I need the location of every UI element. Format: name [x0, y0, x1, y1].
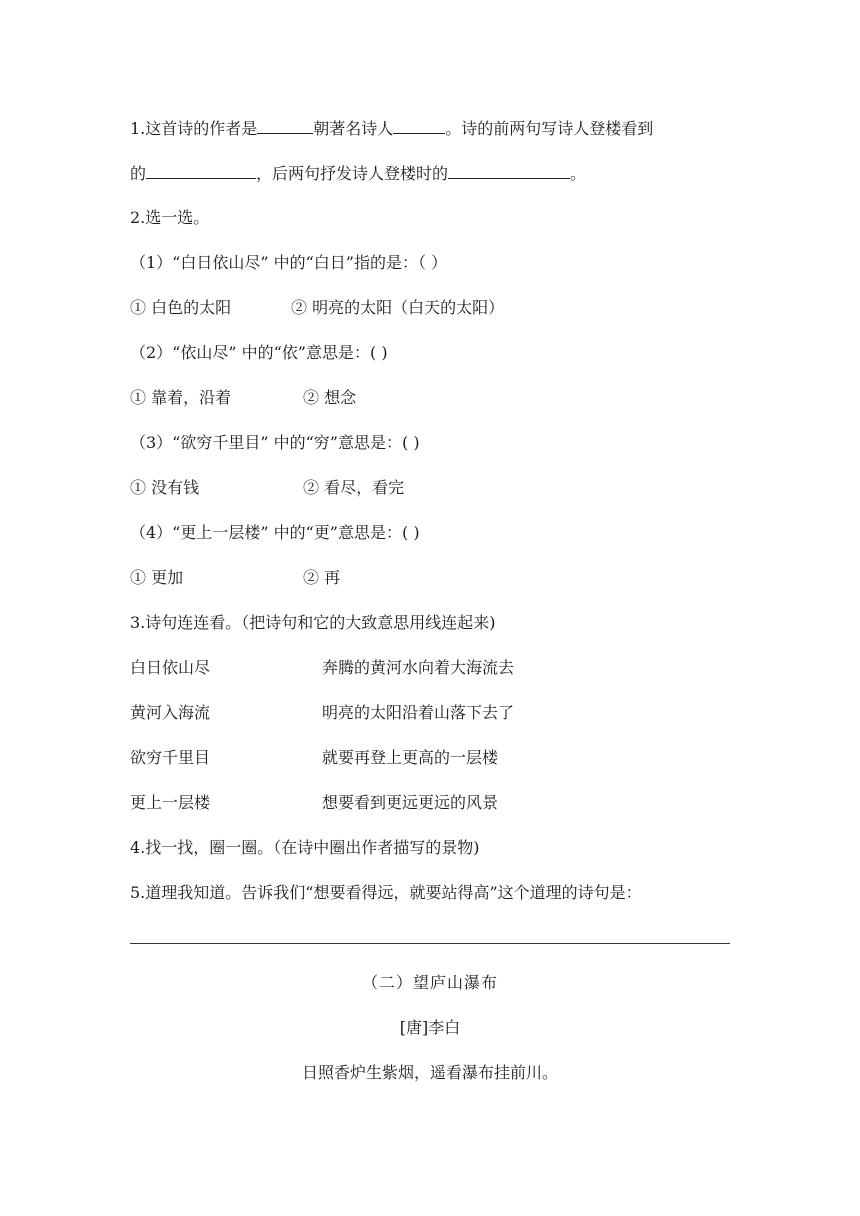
q3-left-item[interactable]: 欲穷千里目 [130, 748, 211, 767]
q2-item4-options [130, 567, 340, 589]
q4-heading: 4.找一找，圈一圈。（在诗中圈出作者描写的景物) [130, 838, 480, 857]
q2-item1-option1[interactable]: ① 白色的太阳 [130, 298, 232, 317]
q3-left-item[interactable]: 更上一层楼 [130, 793, 211, 812]
q1-blank-poet[interactable] [393, 117, 445, 134]
q2-item2-question: （2）“依山尽” 中的“依”意思是：( ) [130, 343, 388, 362]
q2-item4-option2[interactable]: ② 再 [303, 568, 341, 587]
q2-item3-option1[interactable]: ① 没有钱 [130, 478, 200, 497]
q1-line-1 [130, 117, 653, 140]
q3-left-item[interactable]: 黄河入海流 [130, 703, 211, 722]
q1-text-d: 的 [130, 164, 147, 183]
q2-item1-question: （1）“白日依山尽” 中的“白日”指的是：（ ） [130, 253, 448, 272]
q2-heading: 2.选一选。 [130, 208, 210, 227]
q2-item3-question: （3）“欲穷千里目” 中的“穷”意思是：( ) [130, 433, 420, 452]
q3-heading: 3.诗句连连看。（把诗句和它的大致意思用线连起来) [130, 613, 496, 632]
q3-right-item[interactable]: 想要看到更远更远的风景 [322, 793, 499, 812]
poem2-line-1: 日照香炉生紫烟，遥看瀑布挂前川。 [301, 1063, 558, 1082]
q3-right-item[interactable]: 就要再登上更高的一层楼 [322, 748, 499, 767]
q1-text-f: 。 [570, 164, 587, 183]
q1-text-c: 。诗的前两句写诗人登楼看到 [445, 119, 654, 138]
q2-item3-option2[interactable]: ② 看尽，看完 [303, 478, 405, 497]
q1-blank-scenery[interactable] [146, 162, 256, 179]
q2-item2-option2[interactable]: ② 想念 [303, 388, 357, 407]
q3-right-item[interactable]: 明亮的太阳沿着山落下去了 [322, 703, 515, 722]
q2-item1-option2[interactable]: ② 明亮的太阳（白天的太阳） [291, 298, 505, 317]
q1-blank-dynasty[interactable] [257, 117, 313, 134]
q1-blank-feeling[interactable] [448, 162, 570, 179]
q2-item4-option1[interactable]: ① 更加 [130, 568, 184, 587]
q2-item4-question: （4）“更上一层楼” 中的“更”意思是：( ) [130, 523, 420, 542]
q1-text-b: 朝著名诗人 [313, 119, 394, 138]
q1-text-a: 1.这首诗的作者是 [130, 119, 258, 138]
q2-item3-options [130, 477, 404, 499]
poem2-title: （二）望庐山瀑布 [361, 973, 498, 992]
q2-item2-option1[interactable]: ① 靠着，沿着 [130, 388, 232, 407]
q3-right-item[interactable]: 奔腾的黄河水向着大海流去 [322, 658, 515, 677]
q3-left-item[interactable]: 白日依山尽 [130, 658, 211, 677]
poem2-author: [唐]李白 [399, 1018, 461, 1037]
q1-text-e: ，后两句抒发诗人登楼时的 [256, 164, 449, 183]
q5-heading: 5.道理我知道。告诉我们“想要看得远，就要站得高”这个道理的诗句是： [130, 883, 642, 902]
q1-line-2 [130, 162, 586, 185]
q5-answer-line[interactable] [130, 943, 730, 944]
q2-item1-options [130, 297, 504, 319]
q2-item2-options [130, 387, 356, 409]
